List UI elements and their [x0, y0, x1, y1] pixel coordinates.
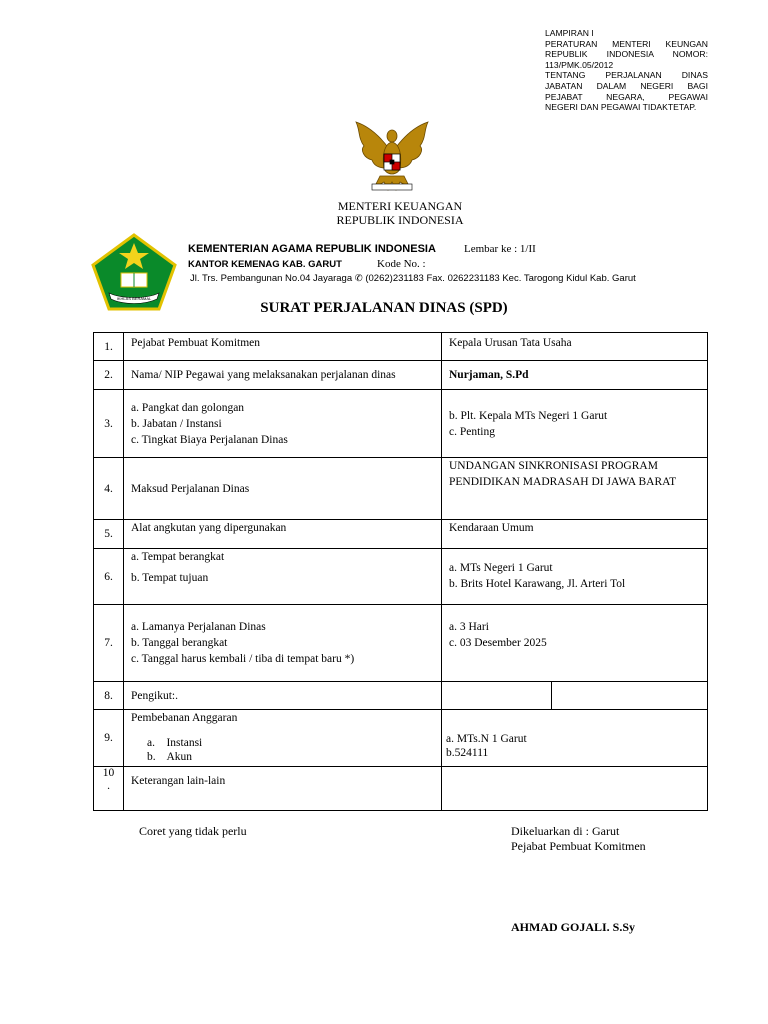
row-subvalue: b. Brits Hotel Karawang, Jl. Arteri Tol: [449, 578, 626, 590]
row-sublabel: b. Jabatan / Instansi: [131, 417, 222, 430]
dikeluarkan-di: Dikeluarkan di : Garut: [511, 824, 620, 838]
kode-no: Kode No. :: [377, 258, 426, 270]
table-row: [94, 710, 708, 767]
row-number: 3.: [94, 390, 124, 458]
row-number: 9.: [94, 710, 124, 767]
table-row: [94, 361, 708, 390]
row-value-empty: [442, 767, 708, 811]
row-value: Nurjaman, S.Pd: [442, 361, 708, 390]
table-row: [94, 333, 708, 361]
logo-ribbon-text: IKHLAS BERAMAL: [116, 296, 152, 301]
row-number-dot: .: [107, 780, 110, 792]
row-number: [94, 767, 124, 811]
row-sublabel: a. Instansi: [147, 737, 203, 749]
table-row: [94, 458, 708, 520]
lampiran-block: [545, 28, 708, 113]
row-label: Maksud Perjalanan Dinas: [124, 458, 442, 520]
row-number: 4.: [94, 458, 124, 520]
row-sublabel: Pembebanan Anggaran: [131, 712, 238, 724]
lampiran-line: PERATURAN MENTERI KEUNGAN: [545, 38, 708, 49]
row-label: [124, 710, 442, 767]
row-value: Kendaraan Umum: [442, 520, 708, 549]
table-row: [94, 682, 708, 710]
lampiran-line: REPUBLIK INDONESIA NOMOR:: [545, 49, 708, 60]
pejabat-title: Pejabat Pembuat Komitmen: [511, 839, 646, 853]
row-label: [124, 549, 442, 605]
table-row: [94, 767, 708, 811]
row-value-empty: [442, 682, 552, 710]
kementerian-name: KEMENTERIAN AGAMA REPUBLIK INDONESIA: [188, 243, 436, 255]
lembar-ke: Lembar ke : 1/II: [464, 243, 536, 255]
table-row: [94, 520, 708, 549]
menteri-subtitle: REPUBLIK INDONESIA: [336, 213, 464, 227]
row-value: [442, 605, 708, 682]
row-number: 7.: [94, 605, 124, 682]
lampiran-line: 113/PMK.05/2012: [545, 59, 614, 70]
row-subvalue: c. Penting: [449, 425, 495, 438]
signatory-name: AHMAD GOJALI. S.Sy: [511, 920, 636, 934]
row-sublabel: a. Lamanya Perjalanan Dinas: [131, 621, 266, 633]
row-number: 6.: [94, 549, 124, 605]
table-row: [94, 390, 708, 458]
row-sublabel: a. Pangkat dan golongan: [131, 401, 245, 414]
row-number-main: 10: [102, 767, 115, 779]
coret-note: Coret yang tidak perlu: [139, 824, 247, 838]
spd-table: [93, 332, 708, 811]
table-row: [94, 549, 708, 605]
row-sublabel: c. Tingkat Biaya Perjalanan Dinas: [131, 433, 288, 446]
row-label: Alat angkutan yang dipergunakan: [124, 520, 442, 549]
row-number: 1.: [94, 333, 124, 361]
row-number: 2.: [94, 361, 124, 390]
row-label: Pengikut:.: [124, 682, 442, 710]
row-value: [442, 549, 708, 605]
row-sublabel: b. Akun: [147, 751, 193, 763]
row-value: UNDANGAN SINKRONISASI PROGRAM PENDIDIKAN MADRASAH DI JAWA BARAT: [442, 458, 708, 520]
row-value-empty: [552, 682, 708, 710]
row-subvalue: a. MTs Negeri 1 Garut: [449, 562, 553, 574]
row-label: [124, 605, 442, 682]
lampiran-line: PEJABAT NEGARA, PEGAWAI: [545, 91, 708, 102]
document-title: SURAT PERJALANAN DINAS (SPD): [260, 300, 508, 316]
row-sublabel: b. Tempat tujuan: [131, 572, 209, 584]
row-subvalue: a. 3 Hari: [449, 621, 489, 633]
row-sublabel: c. Tanggal harus kembali / tiba di tempat baru *): [131, 653, 355, 665]
row-value: [442, 710, 708, 767]
row-number: 5.: [94, 520, 124, 549]
row-subvalue: a. MTs.N 1 Garut: [446, 733, 527, 745]
garuda-emblem-icon: [350, 116, 434, 196]
row-subvalue: b.524111: [446, 747, 489, 759]
row-label: Nama/ NIP Pegawai yang melaksanakan perjalanan dinas: [124, 361, 442, 390]
kantor-name: KANTOR KEMENAG KAB. GARUT: [188, 259, 342, 270]
row-label: Pejabat Pembuat Komitmen: [124, 333, 442, 361]
row-subvalue: b. Plt. Kepala MTs Negeri 1 Garut: [449, 409, 608, 422]
row-number: 8.: [94, 682, 124, 710]
row-value: Kepala Urusan Tata Usaha: [442, 333, 708, 361]
menteri-title: MENTERI KEUANGAN: [337, 199, 463, 213]
table-row: [94, 605, 708, 682]
row-sublabel: b. Tanggal berangkat: [131, 637, 228, 649]
row-sublabel: a. Tempat berangkat: [131, 551, 225, 563]
row-subvalue: c. 03 Desember 2025: [449, 637, 547, 649]
lampiran-line: JABATAN DALAM NEGERI BAGI: [545, 80, 708, 91]
lampiran-line: LAMPIRAN I: [545, 28, 594, 38]
row-label: Keterangan lain-lain: [124, 767, 442, 811]
lampiran-line: TENTANG PERJALANAN DINAS: [545, 70, 708, 81]
row-value: [442, 390, 708, 458]
row-label: [124, 390, 442, 458]
lampiran-line: NEGERI DAN PEGAWAI TIDAKTETAP.: [545, 102, 697, 113]
kantor-address: Jl. Trs. Pembangunan No.04 Jayaraga ✆ (0262)231183 Fax. 0262231183 Kec. Tarogong Kidul Kab. Garut: [190, 273, 636, 284]
